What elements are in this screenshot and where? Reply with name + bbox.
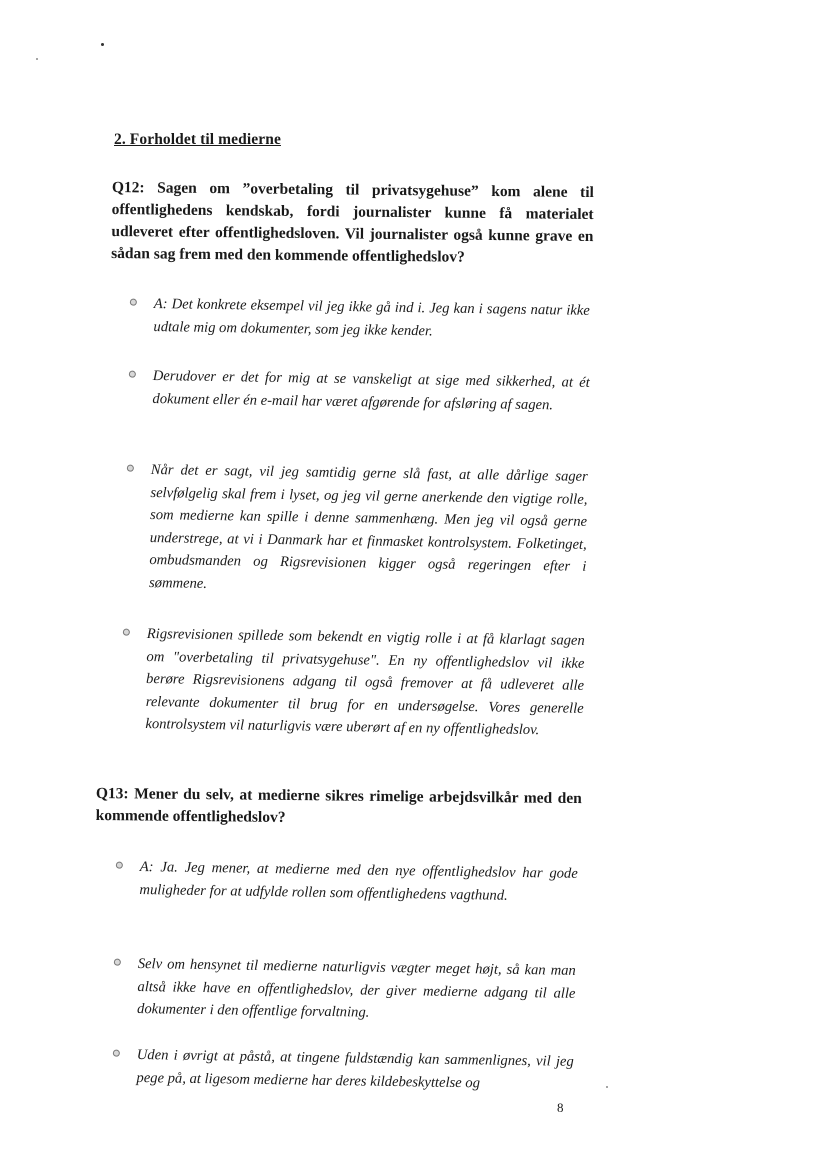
answer-text: Uden i øvrigt at påstå, at tingene fuldstændig kan sammenlignes, vil jeg pege på, at ligesom medierne har deres kildebeskyttelse og: [136, 1046, 574, 1091]
question-q13: Q13: Mener du selv, at medierne sikres rimelige arbejdsvilkår med den kommende offentlighedslov?: [95, 784, 582, 826]
answer-bullet: [136, 1044, 574, 1096]
bullet-icon: [113, 1050, 120, 1057]
scan-speck: [36, 58, 38, 60]
answer-text: A: Ja. Jeg mener, at medierne med den nye offentlighedslov har gode muligheder for at udfylde rollen som offentlighedens vagthund.: [139, 858, 578, 904]
question-q12: Q12: Sagen om ”overbetaling til privatsygehuse” kom alene til offentlighedens kendskab, fordi journalister kunne få materialet udleveret efter offentlighedsloven. Vil journalister også kunne grave en sådan sag frem med den kommende offentlighedslov?: [111, 178, 594, 266]
answer-text: Derudover er det for mig at se vanskeligt at sige med sikkerhed, at ét dokument eller én e-mail har været afgørende for afsløring af sagen.: [152, 367, 590, 413]
answer-text: Selv om hensynet til medierne naturligvis vægter meget højt, så kan man altså ikke have en offentlighedslov, der giver medierne adgang til alle dokumenter i den offentlige forvaltning.: [136, 955, 576, 1021]
answer-bullet: [149, 459, 588, 601]
answer-text: Rigsrevisionen spillede som bekendt en vigtig rolle i at få klarlagt sagen om "overbetaling til privatsygehuse". En ny offentlighedslov vil ikke berøre Rigsrevisionens adgang til også fremover at få udleveret alle relevante dokumenter til brug for en undersøgelse. Vores generelle kontrolsystem vil naturligvis være uberørt af en ny offentlighedslov.: [145, 625, 585, 739]
bullet-icon: [114, 959, 121, 966]
bullet-icon: [116, 862, 123, 869]
answer-text: Når det er sagt, vil jeg samtidig gerne slå fast, at alle dårlige sager selvfølgelig skal frem i lyset, og jeg vil gerne anerkende den vigtige rolle, som medierne kan spille i denne sammenhæng. Men jeg vil også gerne understrege, at vi i Danmark har et finmasket kontrolsystem. Folketinget, ombudsmanden og Rigsrevisionen kigger også regeringen efter i sømmene.: [148, 461, 588, 592]
section-heading: 2. Forholdet til medierne: [114, 131, 281, 148]
page-number: 8: [557, 1100, 564, 1115]
answer-bullet: [137, 953, 576, 1027]
bullet-icon: [130, 299, 137, 306]
bullet-icon: [127, 465, 134, 472]
answer-bullet: [153, 293, 590, 345]
answer-bullet: [152, 365, 590, 417]
scan-speck: [101, 43, 104, 46]
answer-text: A: Det konkrete eksempel vil jeg ikke gå ind i. Jeg kan i sagens natur ikke udtale mig om dokumenter, som jeg ikke kender.: [153, 295, 590, 339]
answer-bullet: [145, 623, 585, 742]
bullet-icon: [129, 371, 136, 378]
answer-bullet: [139, 856, 578, 908]
bullet-icon: [123, 629, 130, 636]
scan-speck: [606, 1086, 608, 1088]
